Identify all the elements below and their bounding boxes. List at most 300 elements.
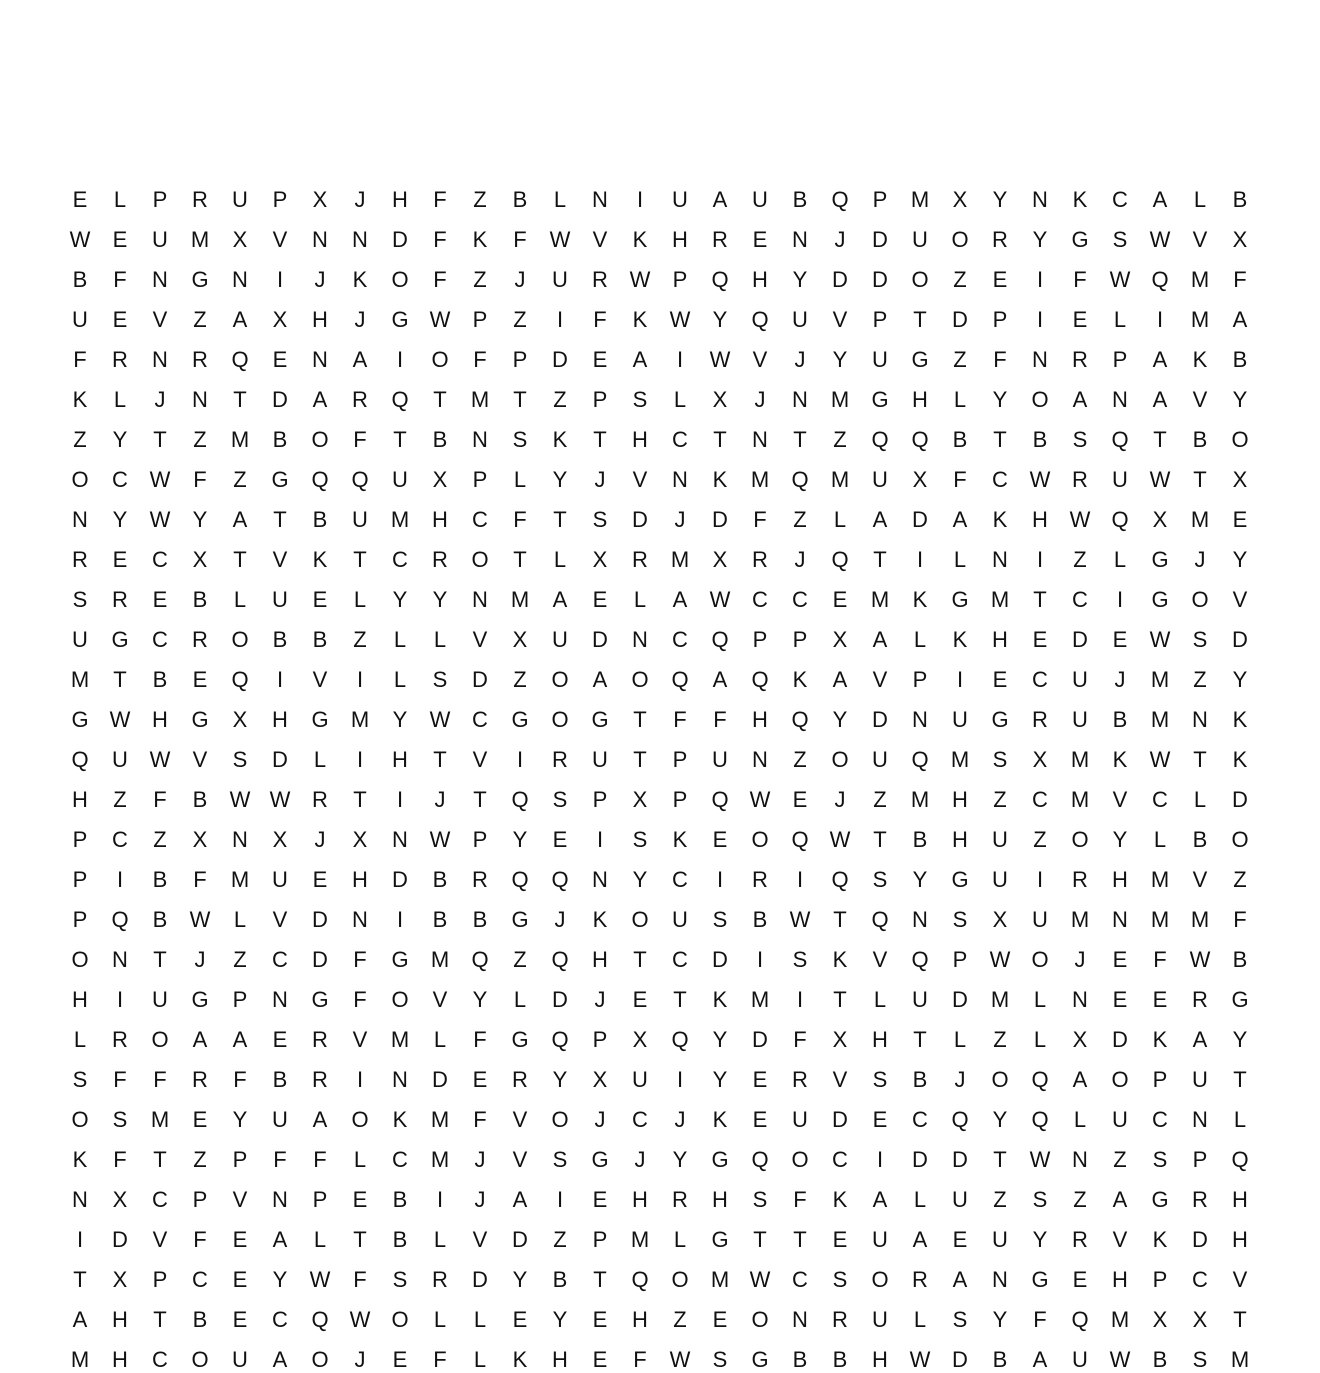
letter-cell[interactable]: S <box>1192 1347 1208 1372</box>
letter-cell[interactable]: C <box>1192 1267 1208 1292</box>
letter-cell[interactable]: C <box>472 707 488 732</box>
letter-cell[interactable]: L <box>673 1227 687 1252</box>
letter-cell[interactable]: Y <box>1232 667 1248 692</box>
letter-cell[interactable]: T <box>353 547 367 572</box>
letter-cell[interactable]: C <box>672 627 688 652</box>
letter-cell[interactable]: A <box>872 507 888 532</box>
letter-cell[interactable]: T <box>553 507 567 532</box>
letter-cell[interactable]: A <box>1152 387 1168 412</box>
letter-cell[interactable]: O <box>471 547 489 572</box>
letter-cell[interactable]: F <box>353 987 367 1012</box>
letter-cell[interactable]: F <box>113 267 127 292</box>
letter-cell[interactable]: P <box>1152 1267 1168 1292</box>
letter-cell[interactable]: E <box>312 867 328 892</box>
letter-cell[interactable]: X <box>1232 467 1248 492</box>
letter-cell[interactable]: Z <box>1233 867 1247 892</box>
letter-cell[interactable]: S <box>512 427 528 452</box>
letter-cell[interactable]: R <box>432 547 448 572</box>
letter-cell[interactable]: P <box>72 867 88 892</box>
letter-cell[interactable]: T <box>233 547 247 572</box>
letter-cell[interactable]: Y <box>112 507 128 532</box>
letter-cell[interactable]: N <box>312 347 328 372</box>
letter-cell[interactable]: L <box>513 987 527 1012</box>
letter-cell[interactable]: K <box>472 227 488 252</box>
letter-cell[interactable]: Y <box>232 1107 248 1132</box>
letter-cell[interactable]: R <box>432 1267 448 1292</box>
letter-cell[interactable]: Q <box>711 267 729 292</box>
letter-cell[interactable]: I <box>556 1187 564 1212</box>
letter-cell[interactable]: K <box>632 307 648 332</box>
letter-cell[interactable]: M <box>190 227 210 252</box>
letter-cell[interactable]: L <box>433 1227 447 1252</box>
letter-cell[interactable]: K <box>512 1347 528 1372</box>
letter-cell[interactable]: L <box>73 1027 87 1052</box>
letter-cell[interactable]: O <box>551 707 569 732</box>
letter-cell[interactable]: X <box>1192 1307 1208 1332</box>
letter-cell[interactable]: R <box>592 267 608 292</box>
letter-cell[interactable]: M <box>670 547 690 572</box>
letter-cell[interactable]: P <box>592 1227 608 1252</box>
letter-cell[interactable]: M <box>1150 867 1170 892</box>
letter-cell[interactable]: M <box>350 707 370 732</box>
letter-cell[interactable]: D <box>512 1227 528 1252</box>
letter-cell[interactable]: N <box>912 707 928 732</box>
letter-cell[interactable]: Q <box>471 947 489 972</box>
letter-cell[interactable]: B <box>272 427 288 452</box>
letter-cell[interactable]: K <box>712 467 728 492</box>
letter-cell[interactable]: Q <box>391 387 409 412</box>
letter-cell[interactable]: Z <box>193 1147 207 1172</box>
letter-cell[interactable]: A <box>1152 347 1168 372</box>
letter-cell[interactable]: G <box>191 267 209 292</box>
letter-cell[interactable]: M <box>510 587 530 612</box>
letter-cell[interactable]: O <box>151 1027 169 1052</box>
letter-cell[interactable]: C <box>792 1267 808 1292</box>
letter-cell[interactable]: E <box>752 227 768 252</box>
letter-cell[interactable]: L <box>1233 1107 1247 1132</box>
letter-cell[interactable]: L <box>1033 1027 1047 1052</box>
letter-cell[interactable]: O <box>751 827 769 852</box>
letter-cell[interactable]: P <box>472 467 488 492</box>
letter-cell[interactable]: S <box>632 387 648 412</box>
letter-cell[interactable]: N <box>72 507 88 532</box>
letter-cell[interactable]: C <box>392 1147 408 1172</box>
letter-cell[interactable]: L <box>953 387 967 412</box>
letter-cell[interactable]: U <box>72 307 88 332</box>
letter-cell[interactable]: L <box>473 1347 487 1372</box>
letter-cell[interactable]: R <box>752 867 768 892</box>
letter-cell[interactable]: B <box>952 427 968 452</box>
letter-cell[interactable]: N <box>672 467 688 492</box>
letter-cell[interactable]: G <box>1151 547 1169 572</box>
letter-cell[interactable]: Z <box>953 347 967 372</box>
letter-cell[interactable]: Q <box>1111 507 1129 532</box>
letter-cell[interactable]: F <box>593 307 607 332</box>
letter-cell[interactable]: X <box>632 787 648 812</box>
letter-cell[interactable]: O <box>311 427 329 452</box>
letter-cell[interactable]: M <box>750 987 770 1012</box>
letter-cell[interactable]: Z <box>993 787 1007 812</box>
letter-cell[interactable]: R <box>1072 467 1088 492</box>
letter-cell[interactable]: S <box>432 667 448 692</box>
letter-cell[interactable]: M <box>990 987 1010 1012</box>
letter-cell[interactable]: T <box>1033 587 1047 612</box>
letter-cell[interactable]: L <box>913 1307 927 1332</box>
letter-cell[interactable]: I <box>796 987 804 1012</box>
letter-cell[interactable]: T <box>913 1027 927 1052</box>
letter-cell[interactable]: J <box>194 947 206 972</box>
letter-cell[interactable]: Q <box>551 1027 569 1052</box>
letter-cell[interactable]: U <box>152 227 168 252</box>
letter-cell[interactable]: L <box>353 587 367 612</box>
letter-cell[interactable]: I <box>636 187 644 212</box>
letter-cell[interactable]: E <box>1112 987 1128 1012</box>
letter-cell[interactable]: T <box>153 427 167 452</box>
letter-cell[interactable]: K <box>632 227 648 252</box>
letter-cell[interactable]: H <box>112 1307 128 1332</box>
letter-cell[interactable]: E <box>1072 307 1088 332</box>
letter-cell[interactable]: R <box>912 1267 928 1292</box>
letter-cell[interactable]: I <box>116 867 124 892</box>
letter-cell[interactable]: R <box>832 1307 848 1332</box>
letter-cell[interactable]: W <box>909 1347 931 1372</box>
letter-cell[interactable]: T <box>353 1227 367 1252</box>
letter-cell[interactable]: H <box>952 787 968 812</box>
letter-cell[interactable]: B <box>512 187 528 212</box>
letter-cell[interactable]: F <box>433 227 447 252</box>
letter-cell[interactable]: E <box>752 1107 768 1132</box>
letter-cell[interactable]: O <box>1031 947 1049 972</box>
letter-cell[interactable]: G <box>911 347 929 372</box>
letter-cell[interactable]: Q <box>791 827 809 852</box>
letter-cell[interactable]: H <box>952 827 968 852</box>
letter-cell[interactable]: G <box>951 867 969 892</box>
letter-cell[interactable]: F <box>1233 267 1247 292</box>
letter-cell[interactable]: O <box>791 1147 809 1172</box>
letter-cell[interactable]: Z <box>473 267 487 292</box>
letter-cell[interactable]: F <box>473 1107 487 1132</box>
letter-cell[interactable]: Q <box>1071 1307 1089 1332</box>
letter-cell[interactable]: L <box>113 187 127 212</box>
letter-cell[interactable]: K <box>1192 347 1208 372</box>
letter-cell[interactable]: J <box>474 1187 486 1212</box>
letter-cell[interactable]: P <box>1192 1147 1208 1172</box>
letter-cell[interactable]: I <box>796 867 804 892</box>
letter-cell[interactable]: N <box>1032 187 1048 212</box>
letter-cell[interactable]: E <box>592 1347 608 1372</box>
letter-cell[interactable]: D <box>832 1107 848 1132</box>
letter-cell[interactable]: Y <box>432 587 448 612</box>
letter-cell[interactable]: L <box>433 1307 447 1332</box>
letter-cell[interactable]: D <box>472 667 488 692</box>
letter-cell[interactable]: Y <box>192 507 208 532</box>
letter-cell[interactable]: O <box>191 1347 209 1372</box>
letter-cell[interactable]: P <box>592 1027 608 1052</box>
letter-cell[interactable]: N <box>592 867 608 892</box>
letter-cell[interactable]: A <box>712 667 728 692</box>
letter-cell[interactable]: P <box>752 627 768 652</box>
letter-cell[interactable]: U <box>1032 907 1048 932</box>
letter-cell[interactable]: M <box>430 1107 450 1132</box>
letter-cell[interactable]: I <box>436 1187 444 1212</box>
letter-cell[interactable]: V <box>352 1027 368 1052</box>
letter-cell[interactable]: B <box>752 907 768 932</box>
letter-cell[interactable]: T <box>993 1147 1007 1172</box>
letter-cell[interactable]: Z <box>993 1027 1007 1052</box>
letter-cell[interactable]: M <box>990 587 1010 612</box>
letter-cell[interactable]: L <box>473 1307 487 1332</box>
letter-cell[interactable]: R <box>1072 347 1088 372</box>
letter-cell[interactable]: F <box>793 1027 807 1052</box>
letter-cell[interactable]: Q <box>1031 1067 1049 1092</box>
letter-cell[interactable]: H <box>432 507 448 532</box>
letter-cell[interactable]: H <box>752 707 768 732</box>
letter-cell[interactable]: T <box>513 387 527 412</box>
letter-cell[interactable]: Q <box>831 187 849 212</box>
letter-cell[interactable]: T <box>873 827 887 852</box>
letter-cell[interactable]: Y <box>832 707 848 732</box>
letter-cell[interactable]: O <box>351 1107 369 1132</box>
letter-cell[interactable]: Y <box>792 267 808 292</box>
letter-cell[interactable]: Y <box>472 987 488 1012</box>
letter-cell[interactable]: U <box>592 747 608 772</box>
letter-cell[interactable]: X <box>1032 747 1048 772</box>
letter-cell[interactable]: M <box>910 187 930 212</box>
letter-cell[interactable]: J <box>554 907 566 932</box>
letter-cell[interactable]: U <box>872 1227 888 1252</box>
letter-cell[interactable]: U <box>992 1227 1008 1252</box>
letter-cell[interactable]: P <box>152 187 168 212</box>
letter-cell[interactable]: D <box>952 1347 968 1372</box>
letter-cell[interactable]: Z <box>473 187 487 212</box>
letter-cell[interactable]: E <box>1232 507 1248 532</box>
letter-cell[interactable]: E <box>592 347 608 372</box>
letter-cell[interactable]: W <box>69 227 91 252</box>
letter-cell[interactable]: N <box>1072 1147 1088 1172</box>
letter-cell[interactable]: R <box>192 627 208 652</box>
letter-cell[interactable]: C <box>112 467 128 492</box>
letter-cell[interactable]: U <box>912 227 928 252</box>
letter-cell[interactable]: Q <box>311 467 329 492</box>
letter-cell[interactable]: E <box>872 1107 888 1132</box>
letter-cell[interactable]: T <box>993 427 1007 452</box>
letter-cell[interactable]: U <box>992 827 1008 852</box>
letter-cell[interactable]: F <box>1073 267 1087 292</box>
letter-cell[interactable]: B <box>272 1067 288 1092</box>
letter-cell[interactable]: P <box>792 627 808 652</box>
letter-cell[interactable]: X <box>712 387 728 412</box>
letter-cell[interactable]: O <box>1031 387 1049 412</box>
letter-cell[interactable]: E <box>632 987 648 1012</box>
letter-cell[interactable]: U <box>272 1107 288 1132</box>
letter-cell[interactable]: Y <box>552 1067 568 1092</box>
letter-cell[interactable]: B <box>832 1347 848 1372</box>
letter-cell[interactable]: Q <box>711 787 729 812</box>
letter-cell[interactable]: P <box>872 307 888 332</box>
letter-cell[interactable]: I <box>676 1067 684 1092</box>
letter-cell[interactable]: P <box>232 1147 248 1172</box>
letter-cell[interactable]: E <box>592 1307 608 1332</box>
letter-cell[interactable]: Q <box>1031 1107 1049 1132</box>
letter-cell[interactable]: F <box>793 1187 807 1212</box>
letter-cell[interactable]: L <box>233 907 247 932</box>
letter-cell[interactable]: T <box>273 507 287 532</box>
letter-cell[interactable]: S <box>752 1187 768 1212</box>
letter-cell[interactable]: L <box>1113 307 1127 332</box>
letter-cell[interactable]: W <box>1149 467 1171 492</box>
letter-cell[interactable]: I <box>76 1227 84 1252</box>
letter-cell[interactable]: R <box>712 227 728 252</box>
letter-cell[interactable]: V <box>832 307 848 332</box>
letter-cell[interactable]: V <box>312 667 328 692</box>
letter-cell[interactable]: F <box>713 707 727 732</box>
letter-cell[interactable]: A <box>272 1347 288 1372</box>
letter-cell[interactable]: L <box>953 547 967 572</box>
letter-cell[interactable]: D <box>472 1267 488 1292</box>
letter-cell[interactable]: E <box>112 307 128 332</box>
letter-cell[interactable]: P <box>672 787 688 812</box>
letter-cell[interactable]: H <box>912 387 928 412</box>
letter-cell[interactable]: P <box>672 747 688 772</box>
letter-cell[interactable]: O <box>831 747 849 772</box>
letter-cell[interactable]: N <box>72 1187 88 1212</box>
letter-cell[interactable]: A <box>672 587 688 612</box>
letter-cell[interactable]: B <box>192 1307 208 1332</box>
letter-cell[interactable]: V <box>1192 227 1208 252</box>
letter-cell[interactable]: D <box>952 987 968 1012</box>
letter-cell[interactable]: L <box>953 1027 967 1052</box>
letter-cell[interactable]: Y <box>1032 227 1048 252</box>
letter-cell[interactable]: W <box>669 1347 691 1372</box>
letter-cell[interactable]: J <box>1074 947 1086 972</box>
letter-cell[interactable]: B <box>1032 427 1048 452</box>
letter-cell[interactable]: D <box>392 867 408 892</box>
letter-cell[interactable]: I <box>716 867 724 892</box>
letter-cell[interactable]: T <box>633 947 647 972</box>
letter-cell[interactable]: W <box>1189 947 1211 972</box>
letter-cell[interactable]: E <box>472 1067 488 1092</box>
letter-cell[interactable]: E <box>832 1227 848 1252</box>
letter-cell[interactable]: N <box>752 427 768 452</box>
letter-cell[interactable]: N <box>912 907 928 932</box>
letter-cell[interactable]: U <box>872 1307 888 1332</box>
letter-cell[interactable]: F <box>513 507 527 532</box>
letter-cell[interactable]: Z <box>793 507 807 532</box>
letter-cell[interactable]: K <box>832 947 848 972</box>
letter-cell[interactable]: E <box>232 1307 248 1332</box>
letter-cell[interactable]: W <box>429 707 451 732</box>
letter-cell[interactable]: K <box>592 907 608 932</box>
letter-cell[interactable]: J <box>314 827 326 852</box>
letter-cell[interactable]: D <box>872 707 888 732</box>
letter-cell[interactable]: F <box>953 467 967 492</box>
letter-cell[interactable]: U <box>272 587 288 612</box>
letter-cell[interactable]: A <box>1072 387 1088 412</box>
letter-cell[interactable]: D <box>712 507 728 532</box>
letter-cell[interactable]: S <box>112 1107 128 1132</box>
letter-cell[interactable]: M <box>390 507 410 532</box>
letter-cell[interactable]: Q <box>751 1147 769 1172</box>
letter-cell[interactable]: E <box>992 267 1008 292</box>
letter-cell[interactable]: J <box>794 347 806 372</box>
letter-cell[interactable]: E <box>232 1267 248 1292</box>
letter-cell[interactable]: Z <box>673 1307 687 1332</box>
letter-cell[interactable]: V <box>472 1227 488 1252</box>
letter-cell[interactable]: U <box>1072 667 1088 692</box>
letter-cell[interactable]: S <box>632 827 648 852</box>
letter-cell[interactable]: G <box>311 707 329 732</box>
letter-cell[interactable]: U <box>952 1187 968 1212</box>
letter-cell[interactable]: A <box>592 667 608 692</box>
letter-cell[interactable]: M <box>1190 907 1210 932</box>
letter-cell[interactable]: A <box>1232 307 1248 332</box>
letter-cell[interactable]: V <box>272 907 288 932</box>
letter-cell[interactable]: R <box>512 1067 528 1092</box>
letter-cell[interactable]: N <box>352 227 368 252</box>
letter-cell[interactable]: Q <box>1151 267 1169 292</box>
letter-cell[interactable]: L <box>913 627 927 652</box>
letter-cell[interactable]: G <box>311 987 329 1012</box>
letter-cell[interactable]: D <box>712 947 728 972</box>
letter-cell[interactable]: J <box>514 267 526 292</box>
letter-cell[interactable]: F <box>433 267 447 292</box>
letter-cell[interactable]: J <box>1194 547 1206 572</box>
letter-cell[interactable]: S <box>552 1147 568 1172</box>
letter-cell[interactable]: F <box>513 227 527 252</box>
letter-cell[interactable]: Q <box>311 1307 329 1332</box>
letter-cell[interactable]: H <box>1112 1267 1128 1292</box>
letter-cell[interactable]: N <box>1032 347 1048 372</box>
letter-cell[interactable]: D <box>632 507 648 532</box>
letter-cell[interactable]: Q <box>351 467 369 492</box>
letter-cell[interactable]: C <box>1072 587 1088 612</box>
letter-cell[interactable]: M <box>1150 667 1170 692</box>
letter-cell[interactable]: Q <box>231 667 249 692</box>
letter-cell[interactable]: K <box>712 1107 728 1132</box>
letter-cell[interactable]: M <box>390 1027 410 1052</box>
letter-cell[interactable]: U <box>1112 467 1128 492</box>
letter-cell[interactable]: N <box>752 747 768 772</box>
letter-cell[interactable]: O <box>871 1267 889 1292</box>
letter-cell[interactable]: W <box>309 1267 331 1292</box>
letter-cell[interactable]: Z <box>153 827 167 852</box>
letter-cell[interactable]: P <box>192 1187 208 1212</box>
letter-cell[interactable]: B <box>152 867 168 892</box>
letter-cell[interactable]: I <box>556 307 564 332</box>
letter-cell[interactable]: U <box>992 867 1008 892</box>
letter-cell[interactable]: T <box>353 787 367 812</box>
letter-cell[interactable]: K <box>392 1107 408 1132</box>
letter-cell[interactable]: Q <box>911 427 929 452</box>
letter-cell[interactable]: Y <box>112 427 128 452</box>
letter-cell[interactable]: O <box>551 1107 569 1132</box>
letter-cell[interactable]: C <box>632 1107 648 1132</box>
letter-cell[interactable]: W <box>1069 507 1091 532</box>
letter-cell[interactable]: T <box>113 667 127 692</box>
letter-cell[interactable]: M <box>870 587 890 612</box>
letter-cell[interactable]: Q <box>871 907 889 932</box>
letter-cell[interactable]: S <box>1032 1187 1048 1212</box>
letter-cell[interactable]: A <box>832 667 848 692</box>
letter-cell[interactable]: K <box>712 987 728 1012</box>
letter-cell[interactable]: N <box>192 387 208 412</box>
letter-cell[interactable]: E <box>192 1107 208 1132</box>
letter-cell[interactable]: V <box>1192 867 1208 892</box>
letter-cell[interactable]: V <box>432 987 448 1012</box>
letter-cell[interactable]: Y <box>1232 387 1248 412</box>
letter-cell[interactable]: D <box>592 627 608 652</box>
letter-cell[interactable]: U <box>1192 1067 1208 1092</box>
